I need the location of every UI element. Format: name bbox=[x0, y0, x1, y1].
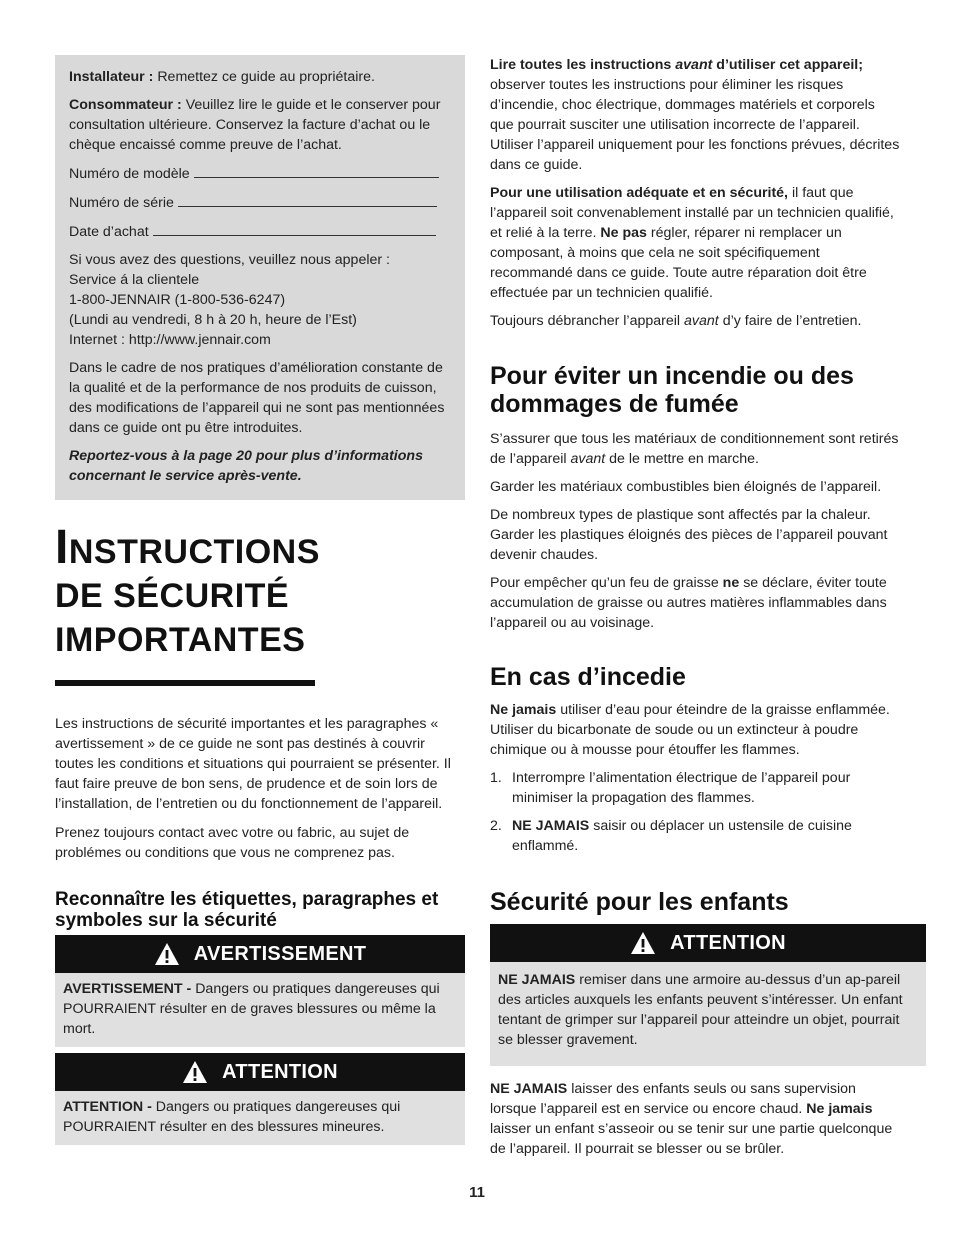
intro-paragraph-1: Les instructions de sécurité importantes et les paragraphes « avertissement » de ce guide ne sont pas destinés à couvrir toutes les conditions et situations qui pourraient se présenter. Il faut faire preuve de bon sens, de prudence et de soin lors de l’installation, de l’entretien ou du fonctionnement de l’appareil. bbox=[55, 716, 451, 812]
proper-use-text-1: il faut que l’appareil soit convenablement installé par un technicien qualifié, et relié à la terre. bbox=[490, 185, 894, 241]
step-number: 2. bbox=[490, 818, 502, 834]
read-bold-2: d’utiliser cet appareil; bbox=[716, 57, 863, 73]
fire-case-text: utiliser d’eau pour éteindre de la graisse enflammée. Utiliser du bicarbonate de soude ou un extincteur à poudre chimique ou à mousse pour étouffer les flammes. bbox=[490, 702, 890, 758]
serial-number-field bbox=[69, 192, 451, 213]
child-p-bold-1: NE JAMAIS bbox=[490, 1081, 568, 1097]
fire-heading: Pour éviter un incendie ou des dommages de fumée bbox=[490, 362, 854, 418]
improvement-note: Dans le cadre de nos pratiques d’amélioration constante de la qualité et de la performance de nos produits de cuisson, des modifications de l’appareil qui ne sont pas mentionnées dans ce guide ont pu être introduites. bbox=[69, 360, 445, 436]
model-number-line bbox=[194, 163, 439, 178]
step-bold: NE JAMAIS bbox=[512, 818, 590, 834]
step-number: 1. bbox=[490, 770, 502, 786]
questions-text: Si vous avez des questions, veuillez nous appeler : bbox=[69, 252, 390, 268]
list-item bbox=[490, 768, 900, 808]
child-caution-body bbox=[490, 962, 926, 1066]
list-item bbox=[490, 816, 900, 856]
proper-use-text-2: régler, réparer ni remplacer un composant, à moins que cela ne soit spécifiquement recommandé dans ce guide. Toute autre réparation doit être effectuée par un technicien qualifié. bbox=[490, 225, 867, 301]
fire-p4-text-b: se déclare, éviter toute accumulation de graisse ou autres matières inflammables dans l’appareil ou au voisinage. bbox=[490, 575, 887, 631]
right-column bbox=[490, 55, 903, 1167]
child-p-bold-2: Ne jamais bbox=[806, 1101, 873, 1117]
service-text: Service á la clientele bbox=[69, 272, 200, 288]
caution-body bbox=[55, 1091, 465, 1145]
unplug-text-1: Toujours débrancher l’appareil bbox=[490, 313, 681, 329]
fire-case-heading: En cas d’incedie bbox=[490, 663, 686, 691]
read-bold-italic: avant bbox=[675, 57, 713, 73]
title-line-3: IMPORTANTES bbox=[55, 621, 306, 659]
fire-case-paragraph bbox=[490, 700, 900, 760]
child-caution-bar bbox=[490, 924, 926, 962]
title-line-1-rest: NSTRUCTIONS bbox=[68, 533, 320, 571]
serial-number-label: Numéro de série bbox=[69, 195, 174, 211]
child-caution-block bbox=[490, 924, 926, 1066]
warning-body-text: Dangers ou pratiques dangereuses qui POURRAIENT résulter en de graves blessures ou même la mort. bbox=[63, 981, 440, 1037]
title-underline bbox=[55, 680, 315, 686]
installer-text: Remettez ce guide au propriétaire. bbox=[157, 69, 375, 85]
fire-paragraph-3: De nombreux types de plastique sont affectés par la chaleur. Garder les plastiques éloignés des pièces de l’appareil pouvant devenir chaudes. bbox=[490, 507, 888, 563]
warning-triangle-icon bbox=[182, 1060, 208, 1084]
installer-label: Installateur : bbox=[69, 69, 154, 85]
unplug-italic: avant bbox=[684, 313, 719, 329]
title-line-2: DE SÉCURITÉ bbox=[55, 577, 290, 615]
consumer-label: Consommateur : bbox=[69, 97, 182, 113]
child-safety-paragraph bbox=[490, 1079, 900, 1159]
warning-label-block bbox=[55, 935, 465, 1047]
fire-p4-text-a: Pour empêcher qu’un feu de graisse bbox=[490, 575, 719, 591]
caution-label-block bbox=[55, 1053, 465, 1145]
read-instructions-paragraph bbox=[490, 55, 900, 175]
labels-subheading: Reconnaître les étiquettes, paragraphes et symboles sur la sécurité bbox=[55, 889, 439, 931]
serial-number-line bbox=[178, 192, 437, 207]
warning-body-label: AVERTISSEMENT - bbox=[63, 981, 192, 997]
purchase-date-line bbox=[153, 221, 436, 236]
child-caution-text: remiser dans une armoire au-dessus d’un ap-pareil des articles auxquels les enfants peuvent s’intéresser. Un enfant tentant de grimper sur l’appareil pour atteindre un objet, pourrait se blesser gravement. bbox=[498, 972, 903, 1048]
fire-paragraph-2: Garder les matériaux combustibles bien éloignés de l’appareil. bbox=[490, 479, 882, 495]
phone-number: 1-800-JENNAIR (1-800-536-6247) bbox=[69, 292, 286, 308]
contact-info bbox=[69, 250, 451, 350]
internet-address: Internet : http://www.jennair.com bbox=[69, 332, 271, 348]
warning-body bbox=[55, 973, 465, 1047]
fire-p1-italic: avant bbox=[570, 451, 606, 467]
intro-section bbox=[55, 714, 465, 863]
proper-use-paragraph bbox=[490, 183, 900, 303]
step-text: Interrompre l’alimentation électrique de l’appareil pour minimiser la propagation des flammes. bbox=[512, 770, 851, 806]
fire-steps-list bbox=[490, 768, 900, 856]
proper-use-bold-2: Ne pas bbox=[600, 225, 647, 241]
read-bold-1: Lire toutes les instructions bbox=[490, 57, 672, 73]
fire-paragraph-1 bbox=[490, 429, 900, 469]
proper-use-bold: Pour une utilisation adéquate et en sécurité, bbox=[490, 185, 788, 201]
child-caution-bold: NE JAMAIS bbox=[498, 972, 576, 988]
child-safety-heading: Sécurité pour les enfants bbox=[490, 888, 789, 916]
warning-triangle-icon bbox=[630, 931, 656, 955]
fire-p1-text-b: de le mettre en marche. bbox=[609, 451, 759, 467]
unplug-text-2: d’y faire de l’entretien. bbox=[722, 313, 862, 329]
page-title bbox=[55, 521, 465, 662]
consumer-text: Veuillez lire le guide et le conserver pour consultation ultérieure. Conservez la facture d’achat ou le chèque encaissé comme preuve de l’achat. bbox=[69, 97, 441, 153]
consumer-note bbox=[69, 95, 451, 155]
purchase-date-field bbox=[69, 221, 451, 242]
purchase-date-label: Date d’achat bbox=[69, 224, 149, 240]
fire-case-bold: Ne jamais bbox=[490, 702, 557, 718]
title-initial-cap: I bbox=[55, 521, 69, 574]
intro-paragraph-2: Prenez toujours contact avec votre ou fabric, au sujet de problémes ou conditions que vous ne comprenez pas. bbox=[55, 825, 410, 861]
model-number-field bbox=[69, 163, 451, 184]
caution-bar-label: ATTENTION bbox=[222, 1061, 338, 1083]
service-reference-note: Reportez-vous à la page 20 pour plus d’informations concernant le service après-vente. bbox=[69, 448, 423, 484]
service-hours: (Lundi au vendredi, 8 h à 20 h, heure de l’Est) bbox=[69, 312, 357, 328]
read-text: observer toutes les instructions pour éliminer les risques d’incendie, choc électrique, dommages matériels et corporels que pourrait susciter une utilisation incorrecte de l’appareil. Utiliser l’appareil uniquement pour les fonctions prévues, décrites dans ce guide. bbox=[490, 77, 900, 173]
fire-p4-bold: ne bbox=[722, 575, 740, 591]
step-text: saisir ou déplacer un ustensile de cuisine enflammé. bbox=[512, 818, 852, 854]
left-column bbox=[55, 55, 465, 1145]
warning-bar-label: AVERTISSEMENT bbox=[193, 943, 367, 965]
caution-bar bbox=[55, 1053, 465, 1091]
child-p-text-2: laisser un enfant s’asseoir ou se tenir sur une partie quelconque de l’appareil. Il pourrait se blesser ou se brûler. bbox=[490, 1121, 893, 1157]
warning-triangle-icon bbox=[154, 942, 180, 966]
child-caution-bar-label: ATTENTION bbox=[670, 932, 786, 954]
installer-note bbox=[69, 67, 451, 87]
caution-body-text: Dangers ou pratiques dangereuses qui POURRAIENT résulter en des blessures mineures. bbox=[63, 1099, 401, 1135]
child-p-text-1: laisser des enfants seuls ou sans supervision lorsque l’appareil est en service ou encore chaud. bbox=[490, 1081, 856, 1117]
caution-body-label: ATTENTION - bbox=[63, 1099, 152, 1115]
model-number-label: Numéro de modèle bbox=[69, 166, 190, 182]
owner-info-box bbox=[55, 55, 465, 500]
page-number: 11 bbox=[469, 1184, 485, 1201]
fire-p1-text-a: S’assurer que tous les matériaux de conditionnement sont retirés de l’appareil bbox=[490, 431, 899, 467]
title-line-1 bbox=[55, 521, 465, 574]
unplug-paragraph bbox=[490, 311, 900, 331]
warning-bar bbox=[55, 935, 465, 973]
fire-paragraph-4 bbox=[490, 573, 900, 633]
